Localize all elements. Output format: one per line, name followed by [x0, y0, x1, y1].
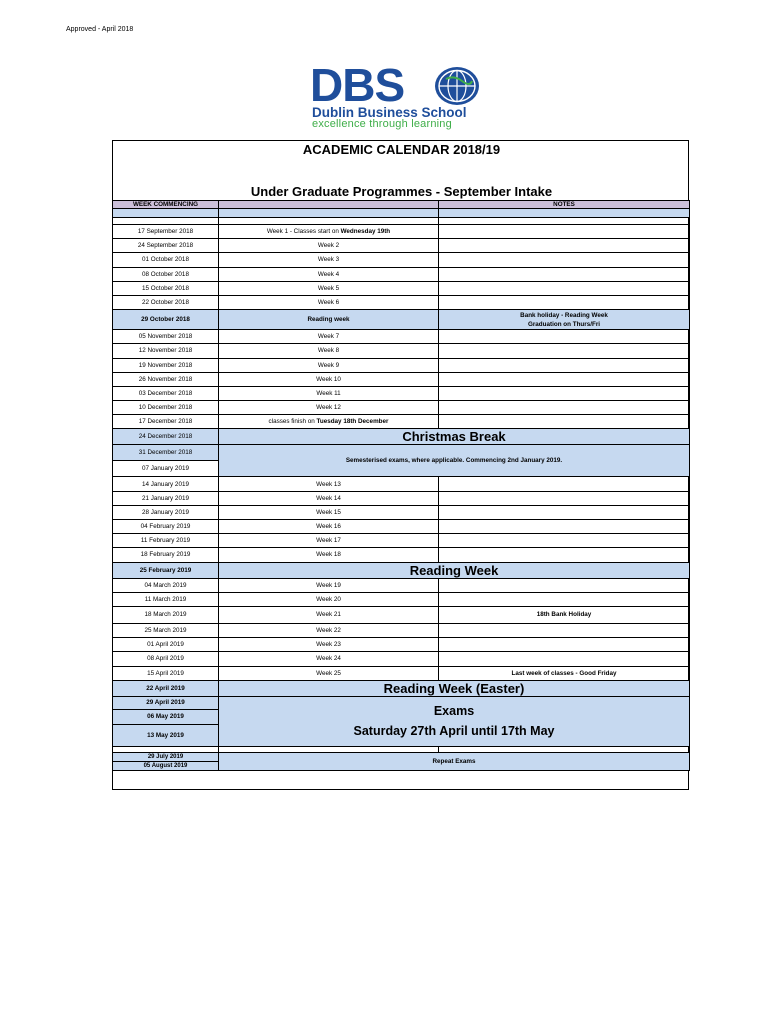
week-cell: Week 13	[219, 477, 439, 491]
table-row	[113, 592, 690, 606]
logo-tagline: excellence through learning	[312, 118, 452, 130]
note-cell	[439, 401, 690, 415]
table-row	[113, 281, 690, 295]
date-cell: 22 April 2019	[113, 680, 219, 696]
date-cell: 29 October 2018	[113, 310, 219, 330]
date-cell: 26 November 2018	[113, 372, 219, 386]
note-cell	[439, 652, 690, 666]
header-row	[113, 201, 690, 209]
header-notes: NOTES	[439, 201, 690, 209]
note-cell	[439, 310, 690, 330]
logo-initials: DBS	[310, 59, 405, 111]
table-row	[113, 415, 690, 429]
note-cell	[439, 415, 690, 429]
week-cell: Week 25	[219, 666, 439, 680]
note-cell	[439, 281, 690, 295]
header-blank	[219, 201, 439, 209]
note-cell	[439, 548, 690, 562]
date-cell: 01 October 2018	[113, 253, 219, 267]
page-subtitle: Under Graduate Programmes - September Intake	[250, 184, 553, 199]
note-cell: 18th Bank Holiday	[439, 606, 690, 623]
date-cell: 17 December 2018	[113, 415, 219, 429]
date-cell: 25 February 2019	[113, 562, 219, 578]
week-bold-text: Wednesday 19th	[340, 228, 391, 236]
table-row	[113, 666, 690, 680]
note-cell	[439, 477, 690, 491]
week-cell: Week 19	[219, 578, 439, 592]
dbs-logo	[310, 59, 490, 132]
date-cell: 06 May 2019	[113, 709, 219, 724]
week-cell: Week 9	[219, 358, 439, 372]
table-row-exams	[113, 696, 690, 709]
table-row	[113, 491, 690, 505]
table-row	[113, 520, 690, 534]
note-line: Bank holiday - Reading Week	[520, 311, 608, 319]
table-row	[113, 358, 690, 372]
date-cell: 15 April 2019	[113, 666, 219, 680]
repeat-exams-banner: Repeat Exams	[219, 752, 690, 770]
note-cell	[439, 491, 690, 505]
week-cell: Week 16	[219, 520, 439, 534]
globe-icon	[432, 65, 482, 107]
calendar-table	[112, 200, 690, 771]
table-row	[113, 344, 690, 358]
table-row	[113, 638, 690, 652]
table-row	[113, 225, 690, 239]
date-cell: 04 February 2019	[113, 520, 219, 534]
week-cell: Week 12	[219, 401, 439, 415]
table-row	[113, 330, 690, 344]
note-cell	[439, 386, 690, 400]
date-cell: 01 April 2019	[113, 638, 219, 652]
table-row	[113, 401, 690, 415]
week-cell: Week 6	[219, 295, 439, 309]
date-cell: 11 March 2019	[113, 592, 219, 606]
date-cell: 10 December 2018	[113, 401, 219, 415]
note-cell	[439, 295, 690, 309]
table-row	[113, 295, 690, 309]
table-row	[113, 253, 690, 267]
note-cell	[439, 623, 690, 637]
week-cell: Week 17	[219, 534, 439, 548]
week-cell: Week 8	[219, 344, 439, 358]
table-row	[113, 578, 690, 592]
table-row	[113, 652, 690, 666]
week-cell: Week 22	[219, 623, 439, 637]
date-cell: 11 February 2019	[113, 534, 219, 548]
week-text: classes finish on	[268, 418, 317, 426]
note-cell	[439, 239, 690, 253]
date-cell: 31 December 2018	[113, 445, 219, 461]
note-cell	[439, 358, 690, 372]
date-cell: 05 August 2019	[113, 761, 219, 770]
date-cell: 21 January 2019	[113, 491, 219, 505]
date-cell: 29 April 2019	[113, 696, 219, 709]
table-row	[113, 534, 690, 548]
week-cell: Week 23	[219, 638, 439, 652]
week-bold-text: Tuesday 18th December	[316, 418, 389, 426]
note-cell	[439, 253, 690, 267]
easter-reading-week-banner: Reading Week (Easter)	[219, 680, 690, 696]
spacer-row	[113, 218, 690, 225]
exams-dates: Saturday 27th April until 17th May	[353, 724, 555, 739]
note-cell	[439, 578, 690, 592]
table-row	[113, 623, 690, 637]
date-cell: 14 January 2019	[113, 477, 219, 491]
table-row-repeat-exams	[113, 752, 690, 761]
table-row	[113, 372, 690, 386]
note-cell	[439, 534, 690, 548]
reading-week-banner: Reading Week	[219, 562, 690, 578]
week-cell: Week 2	[219, 239, 439, 253]
table-row	[113, 606, 690, 623]
note-cell	[439, 520, 690, 534]
date-cell: 24 December 2018	[113, 429, 219, 445]
week-cell: Week 14	[219, 491, 439, 505]
week-cell: Week 21	[219, 606, 439, 623]
header-week-commencing: WEEK COMMENCING	[113, 201, 219, 209]
date-cell: 22 October 2018	[113, 295, 219, 309]
note-cell	[439, 330, 690, 344]
table-row-christmas	[113, 429, 690, 445]
week-cell: Reading week	[219, 310, 439, 330]
date-cell: 25 March 2019	[113, 623, 219, 637]
date-cell: 03 December 2018	[113, 386, 219, 400]
week-cell	[219, 415, 439, 429]
table-row	[113, 477, 690, 491]
week-cell: Week 24	[219, 652, 439, 666]
date-cell: 15 October 2018	[113, 281, 219, 295]
date-cell: 28 January 2019	[113, 505, 219, 519]
date-cell: 04 March 2019	[113, 578, 219, 592]
week-cell: Week 18	[219, 548, 439, 562]
table-row	[113, 239, 690, 253]
date-cell: 29 July 2019	[113, 752, 219, 761]
christmas-break-banner: Christmas Break	[219, 429, 690, 445]
week-cell: Week 10	[219, 372, 439, 386]
date-cell: 19 November 2018	[113, 358, 219, 372]
note-cell: Last week of classes - Good Friday	[439, 666, 690, 680]
table-row-exams-jan	[113, 445, 690, 461]
approval-note: Approved - April 2018	[66, 26, 134, 33]
week-cell: Week 15	[219, 505, 439, 519]
date-cell: 05 November 2018	[113, 330, 219, 344]
note-cell	[439, 225, 690, 239]
date-cell: 07 January 2019	[113, 461, 219, 477]
week-cell	[219, 225, 439, 239]
table-row	[113, 548, 690, 562]
week-cell: Week 3	[219, 253, 439, 267]
week-cell: Week 7	[219, 330, 439, 344]
week-cell: Week 5	[219, 281, 439, 295]
date-cell: 12 November 2018	[113, 344, 219, 358]
exams-title: Exams	[433, 704, 475, 719]
note-cell	[439, 638, 690, 652]
table-row	[113, 267, 690, 281]
spacer-row	[113, 209, 690, 218]
logo-school-name: Dublin Business School	[312, 105, 467, 120]
date-cell: 17 September 2018	[113, 225, 219, 239]
note-cell	[439, 267, 690, 281]
date-cell: 18 February 2019	[113, 548, 219, 562]
table-row	[113, 505, 690, 519]
week-text: Week 1 - Classes start on	[266, 228, 341, 236]
date-cell: 18 March 2019	[113, 606, 219, 623]
note-cell	[439, 592, 690, 606]
semester-exams-note: Semesterised exams, where applicable. Commencing 2nd January 2019.	[219, 445, 690, 477]
table-row	[113, 386, 690, 400]
note-cell	[439, 344, 690, 358]
date-cell: 08 April 2019	[113, 652, 219, 666]
week-cell: Week 4	[219, 267, 439, 281]
table-row-reading-week	[113, 310, 690, 330]
note-cell	[439, 372, 690, 386]
week-cell: Week 20	[219, 592, 439, 606]
table-row-reading-week-feb	[113, 562, 690, 578]
date-cell: 24 September 2018	[113, 239, 219, 253]
table-row-easter	[113, 680, 690, 696]
date-cell: 13 May 2019	[113, 724, 219, 746]
date-cell: 08 October 2018	[113, 267, 219, 281]
note-cell	[439, 505, 690, 519]
exams-banner	[219, 696, 690, 746]
note-line: Graduation on Thurs/Fri	[527, 320, 601, 328]
page-title: ACADEMIC CALENDAR 2018/19	[302, 142, 501, 157]
week-cell: Week 11	[219, 386, 439, 400]
